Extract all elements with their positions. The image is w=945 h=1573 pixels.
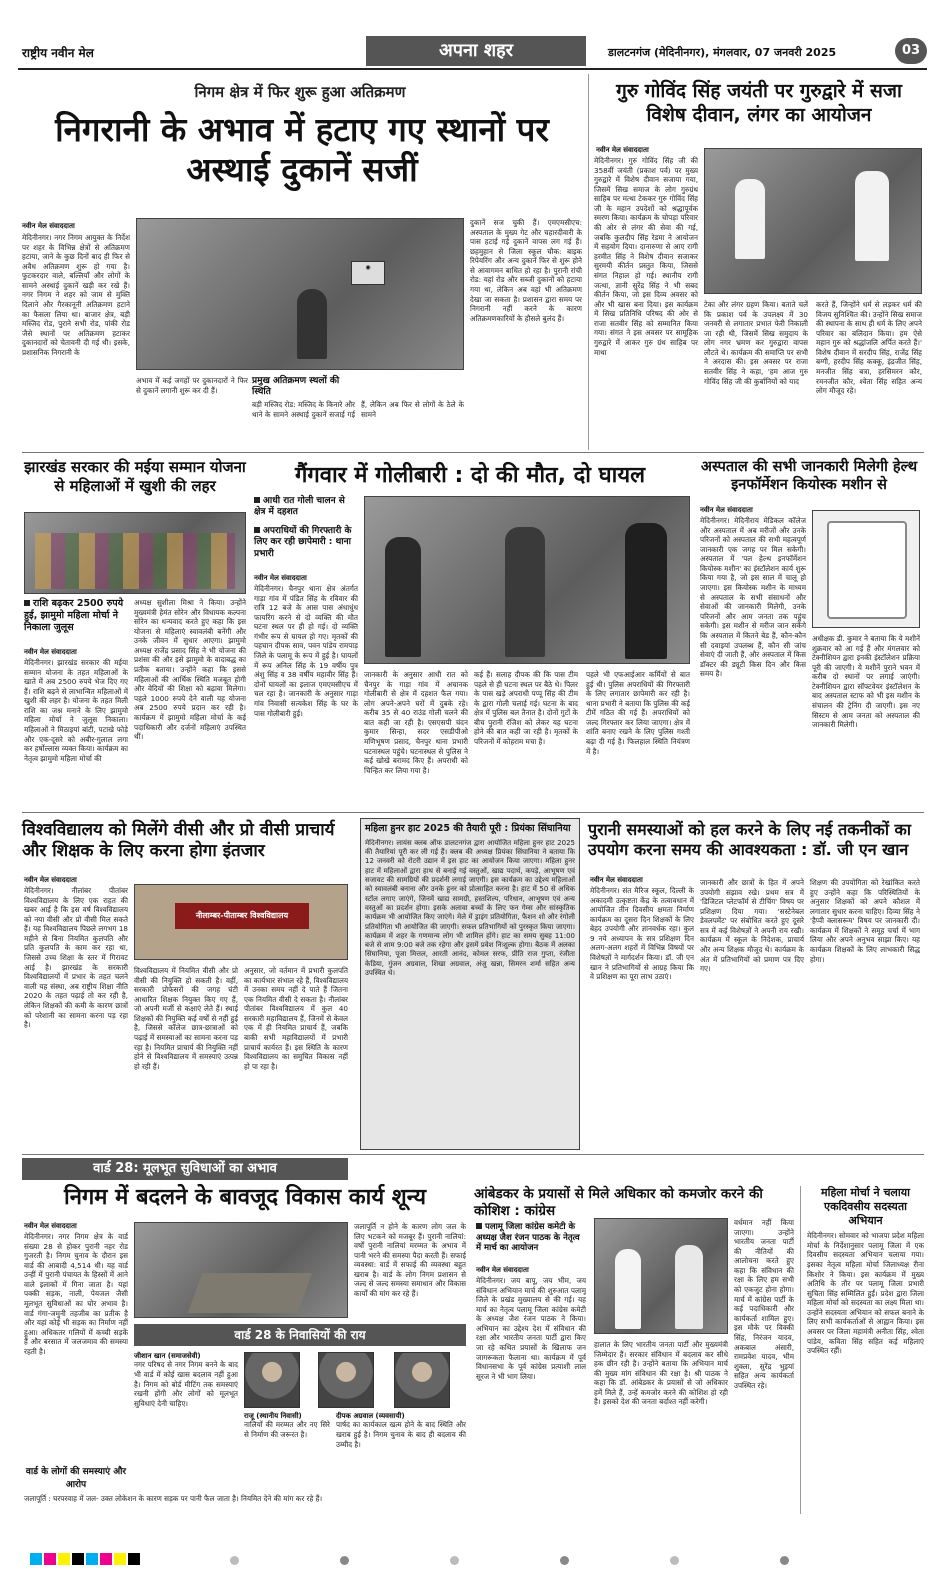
story9-text2: जलापूर्ति न होने के कारण लोग जल के लिए भटकने को मजबूर हैं। पुरानी नालियां: वर्षों पुरानी नालियां मरम्मत के अभाव में पानी भरने की समस्या पैदा करती हैं। सफाई व्यवस्था: वार्ड में सफाई की व्यवस्था बहुत खराब है। वार्ड के लोग निगम प्रशासन से जल्द से जल्द समस्या समाधान और विकास कार्यों की मांग कर रहे हैं।	[354, 1222, 466, 1299]
resident-1-text: नगर परिषद से नगर निगम बनने के बाद भी वार्ड में कोई खास बदलाव नहीं हुआ है। निगम को बोर्ड मीटिंग तक समस्याएं रखनी होंगी और लोगों को मूलभूत सुविधाएं देनी चाहिए।	[134, 1360, 238, 1408]
story11	[800, 1186, 924, 1514]
story4-headline: गैंगवार में गोलीबारी : दो की मौत, दो घायल	[294, 463, 646, 488]
story3-text1: मेदिनीनगर। झारखंड सरकार की मईया सम्मान योजना के तहत महिलाओं के खाते में अब 2500 रुपये भेज दिए गए हैं। राशि बढ़ने से लाभान्वित महिलाओं में खुशी की लहर है। योजना के तहत मिली राशि का जश्न मनाने के लिए झामुमो महिला मोर्चा ने जुलूस निकाला। महिलाओं ने मिठाइयां बांटी, पटाखे फोड़े और एक-दूसरे को अबीर-गुलाल लगा कर हर्षोल्लास व्यक्त किया। कार्यक्रम का नेतृत्व झामुमो महिला मोर्चा की	[24, 658, 128, 763]
story9-headline: निगम में बदलने के बावजूद विकास कार्य शून्य	[64, 1185, 426, 1210]
col-divider	[588, 74, 589, 450]
story3-byline: नवीन मेल संवाददाता	[24, 648, 77, 656]
resident-2-name: राजू (स्थानीय निवासी)	[244, 1412, 302, 1420]
story9-text1: मेदिनीनगर। नगर निगम क्षेत्र के वार्ड संख्या 28 से होकर पुरानी नहर रोड गुजरती है। निगम चुनाव के दौरान इस वार्ड की आबादी 4,514 थी। यह वार्ड उन्हीं में पुरानी पंचायत के हिस्सों में आने वाले इलाकों में गिना जाता है। यहां पक्की सड़क, नाली, पेयजल जैसी मूलभूत सुविधाओं का घोर अभाव है। वार्ड गंगा-जमुनी तहजीब का प्रतीक है और यहां कोई भी सड़क का निर्माण नहीं हुआ। अधिकतर गलियों में कच्ची सड़कें हैं और बरसात में जलजमाव की समस्या रहती है।	[24, 1232, 128, 1356]
story3-subhead-text: राशि बढ़कर 2500 रुपये हुई, झामुमो महिला मोर्चा ने निकाला जुलूस	[24, 598, 124, 633]
color-swatch	[30, 1553, 42, 1565]
university-signboard: नीलाम्बर-पीताम्बर विश्वविद्यालय	[175, 903, 309, 929]
story1-headline: निगरानी के अभाव में हटाए गए स्थानों पर अस्थाई दुकानें सजीं	[55, 110, 549, 189]
registration-dot	[340, 1556, 349, 1565]
registration-dot	[560, 1556, 569, 1565]
story8-byline: नवीन मेल संवाददाता	[590, 876, 643, 884]
resident-3	[336, 1412, 466, 1454]
story9-banner: वार्ड 28: मूलभूत सुविधाओं का अभाव	[22, 1158, 348, 1180]
story2-photo	[704, 148, 922, 294]
story4-text4: पहले भी एफआईआर कर्मियों से बात हुई थी। पुलिस अपराधियों की गिरफ्तारी के लिए लगातार छापेमारी कर रही है। थाना प्रभारी ने बताया कि पुलिस की कई टीमें गठित की गई हैं। अपराधियों को जल्द गिरफ्तार कर लिया जाएगा। क्षेत्र में शांति बनाए रखने के लिए पुलिस गश्ती बढ़ा दी गई है। फिलहाल स्थिति नियंत्रण में है।	[586, 670, 690, 756]
ragi-figure-1	[735, 179, 765, 259]
color-swatch	[86, 1553, 98, 1565]
university-photo	[134, 884, 348, 960]
story6-text2: विश्वविद्यालय में नियमित वीसी और प्रो वीसी की नियुक्ति हो सकती है। वहीं, सरकारी प्रोफेसरों की जगह घंटी आधारित शिक्षक नियुक्त किए गए हैं, जो अपनी मर्जी से कक्षाएं लेते हैं। स्थाई शिक्षकों की नियुक्ति कई वर्षों से नहीं हुई है, जिससे कॉलेज छात्र-छात्राओं को पढ़ाई में समस्याओं का सामना करना पड़ रहा है। नियमित प्राचार्य की नियुक्ति नहीं होने से विश्वविद्यालय में समस्याएं उत्पन्न हो रही हैं।	[134, 966, 238, 1071]
story1-text3: अभाव में कई जगहों पर दुकानदारों ने फिर से दुकानें लगानी शुरू कर दी हैं।	[136, 376, 248, 395]
story9-byline: नवीन मेल संवाददाता	[24, 1222, 77, 1230]
story3-subhead	[24, 598, 128, 634]
story4-bullet1	[254, 496, 358, 519]
story4-text3: कई हैं। सलाह दीपक की कि पास टीम पहले से ही घटना स्थल पर बैठे थे। पिलर के पास खड़े अपराधी पप्पू सिंह की टीम के द्वारा गोली चलाई गई। घटना के बाद क्षेत्र में पुलिस बल तैनात है। दोनों गुटों के बीच पुरानी रंजिश को लेकर यह घटना होने की बात कही जा रही है। मृतकों के परिजनों में कोहराम मचा है।	[474, 670, 578, 747]
marcher-1	[615, 1249, 641, 1329]
story4-photo	[364, 496, 690, 664]
story4-text2: जानकारी के अनुसार आधी रात को चैनपुर के गाड़ा गांव में अचानक गोलीबारी से क्षेत्र में दहशत फैल गया। लोग अपने-अपने घरों में दुबके रहे। करीब 35 से 40 राउंड गोली चलने की बात कही जा रही है। एसएसपी चंदन कुमार सिन्हा, सदर एसडीपीओ मणिभूषण प्रसाद, चैनपुर थाना प्रभारी घटनास्थल पहुंचे। घटनास्थल से पुलिस ने कई खोखे बरामद किए हैं। अपराधी को चिन्हित कर लिया गया है।	[364, 670, 468, 775]
story5-text2: अधीक्षक डी. कुमार ने बताया कि ये मशीनें शुक्रवार को आ गई हैं और मंगलवार को टेक्नीशियन द्वारा इनकी इंस्टॉलेशन प्रक्रिया पूरी की जाएगी। ये मशीनें पुराने भवन में करीब दो स्थानों पर लगाई जाएंगी। टेक्नीशियन द्वारा सॉफ्टवेयर इंस्टॉलेशन के बाद अस्पताल स्टाफ को भी इस मशीन के संचालन की ट्रेनिंग दी जाएगी। इस नए सिस्टम से आम जनता को अस्पताल की जानकारी मिलेगी।	[812, 634, 920, 730]
page-number: 03	[895, 38, 927, 64]
story4-bullet2	[254, 526, 358, 560]
story7-headline: महिला हुनर हाट 2025 की तैयारी पूरी : प्रियंका सिंघानिया	[365, 823, 571, 834]
masthead-rule	[18, 68, 927, 70]
section-title: अपना शहर	[366, 36, 586, 66]
story1-text1: मेदिनीनगर। नगर निगम आयुक्त के निर्देश पर शहर के विभिन्न क्षेत्रों से अतिक्रमण हटाया, जाने के कुछ दिनों बाद ही फिर से अवैध अतिक्रमण शुरू हो गया है। फुटकरदार वाले, बल्लियाँ और लोगों के सामने अस्थाई दुकानें खड़ी कर रखे हैं। नगर निगम ने शहर को जाम से मुक्ति दिलाने और गैरकानूनी अतिक्रमण हटाने का फैसला लिया था। बाजार क्षेत्र, बड़ी मस्जिद रोड, पुराने सभी रोड, पांकी रोड जैसे स्थानों पर अतिक्रमण हटाकर दुकानदारों को चेतावनी दी गई थी। इसके, प्रशासनिक निगरानी के	[22, 233, 130, 357]
story10-text3: वर्धमान नहीं किया जाएगा। उन्होंने भारतीय जनता पार्टी की नीतियों की आलोचना करते हुए कहा कि संविधान की रक्षा के लिए हम सभी को एकजुट होना होगा। मार्च में कांग्रेस पार्टी के कई पदाधिकारी और कार्यकर्ता शामिल हुए। इस मौके पर विक्की सिंह, निरंजन यादव, अकबाल अंसारी, रामप्रवेश यादव, भीम शुक्ला, सुरेंद्र भुइयां सहित अन्य कार्यकर्ता उपस्थित रहे।	[734, 1218, 794, 1390]
kiosk-screen	[827, 521, 907, 619]
story3-text2: अध्यक्ष सुशीला मिश्रा ने किया। उन्होंने मुख्यमंत्री हेमंत सोरेन और विधायक कल्पना सोरेन का धन्यवाद करते हुए कहा कि इस योजना से महिलाएं स्वावलंबी बनेंगी और उनके जीवन में सुधार आएगा। झामुमो अध्यक्ष राजेंद्र प्रसाद सिंह ने भी योजना की प्रशंसा की और इसे झामुमो के वादाबद्ध का प्रतीक बताया। उन्होंने कहा कि इससे महिलाओं की आर्थिक स्थिति मजबूत होगी और वेदियों की शिक्षा को बढ़ावा मिलेगा। पहले 1000 रुपये देने वाली यह योजना अब 2500 रुपये प्रदान कर रही है। कार्यक्रम में झामुमो महिला मोर्चा के कई पदाधिकारी और दर्जनों महिलाएं उपस्थित थीं।	[134, 598, 246, 742]
section-rule-3	[22, 1154, 924, 1155]
story5-headline: अस्पताल की सभी जानकारी मिलेगी हेल्थ इनफॉर्मेशन कियोस्क मशीन से	[700, 459, 918, 494]
story8-text1: मेदिनीनगर। संत मैरिज स्कूल, दिल्ली के अकादमी उत्कृष्टता केंद्र के तत्वावधान में आयोजित तीन दिवसीय क्षमता निर्माण कार्यक्रम का दूसरा दिन शिक्षकों के लिए बेहद उपयोगी और ज्ञानवर्धक रहा। कुल 9 नये अध्यापन के सत्र प्रशिक्षण दिन अलग-अलग शहरों में विभिन्न विषयों पर विशेषज्ञों ने मार्गदर्शन किया। डॉ. जी एन खान ने प्रतिभागियों से आग्रह किया कि वे प्रशिक्षण का पूरा लाभ उठाएं।	[590, 886, 694, 982]
color-swatch	[128, 1553, 140, 1565]
color-swatch	[100, 1553, 112, 1565]
story5-text1: मेदिनीनगर। मेदिनीराय मेडिकल कॉलेज और अस्पताल में अब मरीजों और उनके परिजनों को अस्पताल की सभी महत्वपूर्ण जानकारी एक जगह पर मिल सकेगी। अस्पताल में 'पल हेल्थ इनफॉर्मेशन कियोस्क मशीन' का इंस्टॉलेशन कार्य शुरू किया गया है, जो इस साल में चालू हो जाएगा। इस कियोस्क मशीन के माध्यम से अस्पताल के सभी संसाधनों और सेवाओं की जानकारी मिलेगी, उनके परिजनों और आम जनता तक पहुंच सकेगी। इस मशीन से मरीज जान सकेंगे कि अस्पताल में कितने बेड हैं, कौन-कौन सी दवाइयां उपलब्ध हैं, कौन सी जांच सेवाएं दी जाती हैं, और अस्पताल में किस डॉक्टर की ड्यूटी किस दिन और किस समय है।	[700, 516, 806, 679]
story1-text2: दुकानें सज चुकी हैं। एमएमसीएच: अस्पताल के मुख्य गेट और चहारदीवारी के पास हटाई गई दुकानें वापस लग गई हैं। छहमुहान से जिला स्कूल चौक: बाइक रिपेयरिंग और अन्य दुकानें फिर से शुरू होने से आवागमन बाधित हो रहा है। पुरानी रांची रोड: यहां रोड और सब्जी दुकानों को हटाया गया था, लेकिन अब वहां भी अतिक्रमण देखा जा सकता है। प्रशासन द्वारा समय पर निगरानी नहीं करने के कारण अतिक्रमणकारियों के हौसले बुलंद हैं।	[470, 218, 582, 323]
person-figure-1	[385, 537, 421, 657]
story3-photo	[24, 512, 246, 594]
story1-byline: नवीन मेल संवाददाता	[22, 222, 75, 230]
registration-dot	[780, 1556, 789, 1565]
story11-headline: महिला मोर्चा ने चलाया एकदिवसीय सदस्यता अभियान	[821, 1186, 910, 1227]
story6-text1: मेदिनीनगर। नीलांबर पीतांबर विश्वविद्यालय के लिए एक राहत की खबर आई है कि इस वर्ष विश्वविद्यालय को नया वीसी और प्रो वीसी मिल सकते हैं। यह विश्वविद्यालय पिछले लगभग 18 महीने से बिना नियमित कुलपति और प्रति कुलपति के काम कर रहा था, जिससे उच्च शिक्षा के स्तर में गिरावट आई है। झारखंड के सरकारी विश्वविद्यालयों में प्रभार के तहत चलने वाली यह संस्था, अब राष्ट्रीय शिक्षा नीति 2020 के तहत पढ़ाई तो कर रही है, लेकिन शिक्षकों की कमी के कारण छात्रों को परेशानी का सामना करना पड़ रहा है।	[24, 886, 128, 1030]
story8-text2: जानकारी और छात्रों के हित में अपने उपयोगी सझाव रखे। प्रथम सत्र में 'डिजिटल प्लेटफॉर्म से टीचिंग' विषय पर प्रशिक्षण दिया गया। 'सस्टेनेबल डेवलपमेंट' पर संबोधित करते हुए दूसरे सत्र में कई विशेषज्ञों ने अपनी राय रखी। कार्यक्रम में स्कूल के निदेशक, प्राचार्य और अन्य शिक्षक मौजूद थे। कार्यक्रम के अंत में प्रतिभागियों को प्रमाण पत्र दिए गए।	[700, 878, 804, 974]
story10-text2: हालात के लिए भारतीय जनता पार्टी और मुख्यमंत्री जिम्मेदार हैं। सरकार संविधान में बदलाव कर सीधे हक छीन रही है। उन्होंने बताया कि अभियान मार्च की मुख्य मांग संविधान की रक्षा है। श्री पाठक ने कहा कि डॉ. आंबेडकर के प्रयासों से जो अधिकार हमें मिले हैं, उन्हें कमजोर करने की कोशिश हो रही है। इसको देश की जनता बर्दाश्त नहीं करेगी।	[594, 1340, 728, 1407]
go-slow-sign: ◉	[351, 261, 385, 285]
color-swatch	[114, 1553, 126, 1565]
ragi-figure-2	[855, 171, 889, 261]
story1-kicker: निगम क्षेत्र में फिर शुरू हुआ अतिक्रमण	[194, 83, 406, 101]
place-date: डालटनगंज (मेदिनीनगर), मंगलवार, 07 जनवरी 2025	[608, 46, 837, 59]
person-figure-3	[625, 523, 667, 659]
story2-text2: टेका और लंगर ग्रहण किया। बताते चलें कि प्रकाश पर्व के उपलक्ष्य में 30 जनवरी से लगातार प्रभात फेरी निकाली जा रही थी, जिसमें सिख समुदाय के लोग नगर भ्रमण कर गुरुद्वारा वापस लौटते थे। कार्यक्रम की समाप्ति पर सभी ने अरदास की। इस अवसर पर राजा सतवीर सिंह ने कहा, 'हम आज गुरु गोविंद सिंह जी की कुर्बानियों को याद	[704, 300, 808, 386]
story2-text3: करते हैं, जिन्होंने धर्म से लड़कर धर्म की विजय सुनिश्चित की। उन्होंने सिख समाज की स्थापना के साथ ही धर्म के लिए अपने परिवार का बलिदान किया। हम ऐसे महान गुरु को श्रद्धांजलि अर्पित करते हैं।' विशेष दीवान में सरदीप सिंह, राजेंद्र सिंह बग्गी, हरदीप सिंह कक्कू, इंद्रजीत सिंह, मनजीत सिंह बत्रा, हरसिमरन कौर, रमनजीत कौर, श्वेता सिंह सहित अन्य लोग मौजूद रहे।	[816, 300, 922, 396]
section-rule-1	[22, 452, 924, 453]
story2-byline: नवीन मेल संवाददाता	[596, 146, 649, 154]
story9-text3: जलापूर्ति : घरपरवाह में जल- उक्त लोकेशन के कारण सड़क पर पानी फैल जाता है। नियमित देने की मांग कर रहे हैं।	[24, 1494, 323, 1503]
story4-text1: मेदिनीनगर। चैनपुर थाना क्षेत्र अंतर्गत गाड़ा गांव में पंडित सिंह के रविवार की रात्रि 12 बजे के आस पास अंधाधुंध फायरिंग करने से दो व्यक्ति की मौत घटना स्थल पर ही हो गई। दो व्यक्ति गंभीर रूप से घायल हो गए। मृतकों की पहचान दीपक साव, पवन पांडेय रामपाड़ जिले के पलामू के रूप में हुई है। घायलों में रूप अनिल सिंह के 19 वर्षीय पुत्र अंशु सिंह व 38 वर्षीय महावीर सिंह हैं। दोनों घायलों का इलाज एमएमसीएच में चल रहा है। जानकारी के अनुसार गाड़ा गांव निवासी सत्यकेश सिंह के घर के पास गोलीबारी हुई।	[254, 584, 358, 718]
color-swatch	[58, 1553, 70, 1565]
resident-3-avatar	[318, 1352, 374, 1408]
story8-headline: पुरानी समस्याओं को हल करने के लिए नई तकनीकों का उपयोग करना समय की आवश्यकता : डॉ. जी एन खान	[588, 820, 911, 859]
story10-photo	[594, 1218, 728, 1334]
color-swatch	[72, 1553, 84, 1565]
resident-2-text: नालियों की मरम्मत और नए सिरे से निर्माण की जरूरत है।	[244, 1420, 330, 1439]
resident-1-name: जीशान खान (समाजसेवी)	[134, 1352, 201, 1360]
story11-text1: मेदिनीनगर। सोमवार को भाजपा प्रदेश महिला मोर्चा के निर्देशानुसार पलामू जिला में एक दिवसीय सदस्यता अभियान चलाया गया। इसका नेतृत्व महिला मोर्चा जिलाध्यक्ष रीना किशोर ने किया। इस कार्यक्रम में मुख्य अतिथि के तौर पर पलामू जिला प्रभारी सुचिता सिंह सम्मिलित हुईं। प्रदेश द्वारा जिला महिला मोर्चा को सदस्यता का लक्ष्य मिला था। उन्होंने सदस्यता अभियान को सफल बनाने के लिए सभी कार्यकर्ताओं से आह्वान किया। इस अवसर पर जिला महामंत्री अनीता सिंह, श्वेता पांडेय, कविता सिंह सहित कई महिलाएं उपस्थित रहीं।	[807, 1231, 924, 1356]
story7-text1: मेदिनीनगर। लायंस क्लब ऑफ डालटनगंज द्वारा आयोजित महिला हुनर हाट 2025 की तैयारियां पूरी कर ली गई हैं। क्लब की अध्यक्ष प्रियंका सिंघानिया ने बताया कि 12 जनवरी को रोटरी उद्यान में इस हाट का आयोजन किया जाएगा। महिला हुनर हाट में महिलाओं द्वारा हाथ से बनाई गई वस्तुओं, खाद्य पदार्थ, कपड़े, आभूषण एवं सजावट की सामग्रियों की प्रदर्शनी लगाई जाएगी। इस कार्यक्रम का उद्देश्य महिलाओं को स्वावलंबी बनाना और उनके हुनर को प्रोत्साहित करना है। हाट में 50 से अधिक स्टॉल लगाए जाएंगे, जिनमें खाद्य सामग्री, हस्तशिल्प, परिधान, आभूषण एवं अन्य वस्तुओं का प्रदर्शन होगा। इसके अलावा बच्चों के लिए फन गेम्स और सांस्कृतिक कार्यक्रम भी आयोजित किए जाएंगे। मेले में ड्राइंग प्रतियोगिता, फैशन शो और रंगोली प्रतियोगिता भी आयोजित की जाएगी। सफल प्रतिभागियों को पुरस्कृत किया जाएगा। कार्यक्रम में शहर के गणमान्य लोग भी शामिल होंगे। हाट का समय सुबह 11:00 बजे से शाम 9:00 बजे तक रहेगा और इसमें प्रवेश निःशुल्क होगा। बैठक में अलका सिंघानिया, पूजा मित्तल, आरती आनंद, कोमल सरफ, प्रीति राज गुप्ता, रंजीता केडिया, गुंजन अग्रवाल, शिखा अग्रवाल, अंजु खन्ना, सिमरन शर्मा सहित अन्य उपस्थित थे।	[365, 838, 575, 978]
print-registration-bar	[30, 1553, 915, 1567]
story6-byline: नवीन मेल संवाददाता	[24, 876, 77, 884]
story10-bullet	[476, 1222, 586, 1254]
story2-headline: गुरु गोविंद सिंह जयंती पर गुरुद्वारे में सजा विशेष दीवान, लंगर का आयोजन	[616, 80, 902, 126]
story4-bullet2-text: अपराधियों की गिरफ्तारी के लिए कर रही छापेमारी : थाना प्रभारी	[254, 526, 352, 559]
story6-text3: अनुसार, जो वर्तमान में प्रभारी कुलपति का कार्यभार संभाल रहे हैं, विश्वविद्यालय में उनका समय नहीं दे पाते हैं जितना एक नियमित वीसी दे सकता है। नीलांबर पीतांबर विश्वविद्यालय में कुल 40 सरकारी महाविद्यालय हैं, जिनमें से केवल एक में ही नियमित प्राचार्य हैं, जबकि बाकी सभी महाविद्यालयों में प्रभारी प्राचार्य कार्यरत हैं। इस स्थिति के कारण विश्वविद्यालय का समुचित विकास नहीं हो पा रहा है।	[244, 966, 348, 1071]
story10-text1: मेदिनीनगर। जय बापू, जय भीम, जय संविधान अभियान मार्च की शुरुआत पलामू जिले के प्रखंड मुख्यालय से की गई। यह मार्च का नेतृत्व पलामू जिला कांग्रेस कमेटी के अध्यक्ष जैश रंजन पाठक ने किया। अभियान का उद्देश्य देश में संविधान की रक्षा और भारतीय जनता पार्टी द्वारा किए जा रहे कथित प्रयासों के खिलाफ जन जागरूकता फैलाना था। कार्यक्रम में पूर्व विधानसभा के पूर्व कांग्रेस प्रत्याशी लाल सूरज ने भी भाग लिया।	[476, 1276, 586, 1381]
story4-bullet1-text: आधी रात गोली चालन से क्षेत्र में दहशत	[254, 496, 345, 518]
registration-dot	[230, 1556, 239, 1565]
paper-name: राष्ट्रीय नवीन मेल	[22, 46, 94, 60]
resident-2-avatar	[244, 1352, 300, 1408]
resident-4-avatar	[394, 1352, 450, 1408]
women-rally	[35, 533, 235, 589]
section-rule-2	[22, 812, 924, 813]
story6-headline: विश्वविद्यालय को मिलेंगे वीसी और प्रो वीसी प्राचार्य और शिक्षक के लिए करना होगा इंतजार	[22, 820, 335, 862]
registration-dot	[670, 1556, 679, 1565]
resident-3-name: दीपक अग्रवाल (व्यवसायी)	[336, 1412, 405, 1420]
story1-photo	[136, 218, 464, 370]
story3-headline: झारखंड सरकार की मईया सम्मान योजना से महिलाओं में खुशी की लहर	[24, 458, 246, 495]
person-figure	[297, 289, 327, 359]
resident-2	[244, 1412, 330, 1454]
story4-byline: नवीन मेल संवाददाता	[254, 574, 307, 582]
story5-byline: नवीन मेल संवाददाता	[700, 506, 753, 514]
color-swatch	[44, 1553, 56, 1565]
story10-bullet-text: पलामू जिला कांग्रेस कमेटी के अध्यक्ष जैश रंजन पाठक के नेतृत्व में मार्च का आयोजन	[476, 1222, 580, 1254]
registration-dot	[450, 1556, 459, 1565]
marcher-2	[675, 1245, 703, 1329]
story10-headline: आंबेडकर के प्रयासों से मिले अधिकार को कमजोर करने की कोशिश : कांग्रेस	[474, 1186, 763, 1219]
ward-road-photo	[134, 1222, 348, 1318]
masthead	[18, 38, 927, 66]
residents-banner: वार्ड 28 के निवासियों की राय	[134, 1324, 466, 1346]
resident-1	[134, 1352, 238, 1452]
story2-text1: मेदिनीनगर। गुरु गोविंद सिंह जी की 358वीं जयंती (प्रकाश पर्व) पर मुख्य गुरुद्वारे में विशेष दीवान सजाया गया, जिसमें सिख समाज के लोग गुरुग्रंथ साहिब पर मत्था टेककर गुरु गोविंद सिंह जी के महान उपदेशों को श्रद्धापूर्वक स्मरण किया। कार्यक्रम के चोपड़ा परिवार की ओर से लंगर की सेवा की गई, जबकि कुलदीप सिंह रेडमा ने आयोजन में सहयोग दिया। दानारुणा से आए रागी हरमीत सिंह ने विशेष दीवान सजाकर सुरमयी कीर्तन प्रस्तुत किया, जिससे संगत निहाल हो गई। स्थानीय रागी जत्था, ज्ञानी सुरेंद्र सिंह ने भी सबद कीर्तन किया, जो इस दिव्य अवसर को और भी खास बना दिया। इस कार्यक्रम में सिख प्रतिनिधि परिषद की ओर से राजा सतवीर सिंह को सम्मानित किया गया। संगत ने इस अवसर पर सामूहिक गुरुद्वारे में आकर गुरु ग्रंथ साहिब पर माथा	[594, 156, 698, 357]
muddy-road	[188, 1273, 313, 1313]
story7-box	[360, 818, 580, 1150]
person-figure-2	[505, 527, 545, 657]
story9-subtitle: वार्ड के लोगों की समस्याएं और आरोप	[25, 1467, 127, 1490]
story1-list-title: प्रमुख अतिक्रमण स्थलों की स्थिति	[252, 376, 340, 398]
kiosk-photo	[812, 510, 920, 628]
story1-list-text: बड़ी मस्जिद रोड: मस्जिद के किनारे और थाने के सामने अस्थाई दुकानें सजाई गई हैं, लेकिन अब फिर से लोगों के ठेले के सामने	[252, 400, 464, 419]
story10-byline: नवीन मेल संवाददाता	[476, 1266, 529, 1274]
story8-text3: शिक्षण की उपयोगिता को रेखांकित करते हुए उन्होंने कहा कि परिस्थितियों के अनुसार शिक्षकों को अपने कौशल में लगातार सुधार करना चाहिए। दिव्या सिंह ने 'हैप्पी क्लासरूम' विषय पर जानकारी दी। कार्यक्रम में शिक्षकों ने समूह चर्चा में भाग लिया और अपने अनुभव साझा किए। यह कार्यक्रम शिक्षकों के लिए लाभकारी सिद्ध होगा।	[810, 878, 920, 964]
resident-3-text: पार्षद का कार्यकाल खत्म होने के बाद स्थिति और खराब हुई है। निगम चुनाव के बाद ही बदलाव की उम्मीद है।	[336, 1420, 466, 1449]
